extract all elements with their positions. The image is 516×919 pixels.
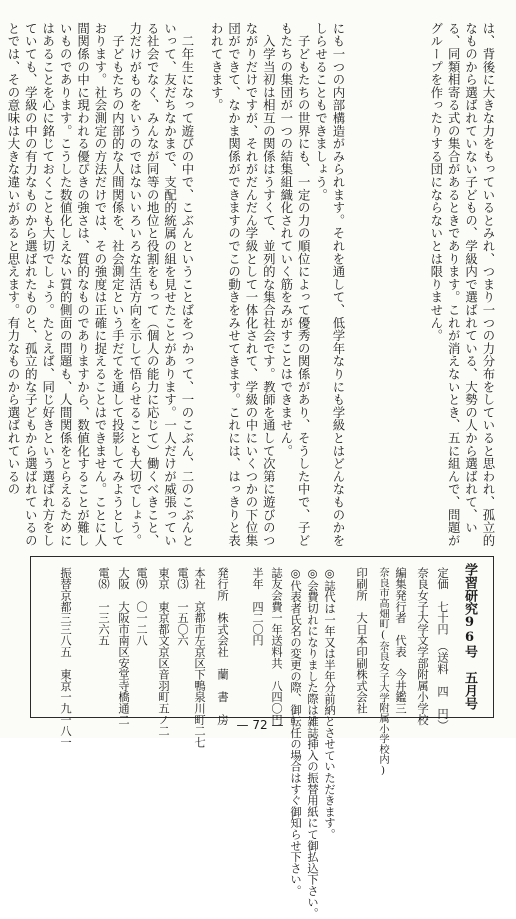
colophon-editor-org: 奈良女子大学文学部附属小学校 — [416, 567, 429, 726]
colophon-note-3: ◎代表者氏名の変更の際、御転任の場合はすぐ御知らせ下さい。 — [289, 567, 302, 897]
colophon-note-2: ◎会費切れになりました際は雑誌挿入の振替用紙にて御払込下さい。 — [306, 567, 319, 919]
colophon-editor-address: 奈良市高畑町(奈良女子大学附属小学校内) — [377, 567, 389, 777]
colophon-office-tokyo-tel: 電⑼ 〇一二八 — [135, 567, 148, 647]
colophon-office-osaka: 大阪 大阪市南区安堂寺橋通二 — [117, 567, 130, 726]
colophon-editor-line: 編集発行者 代表 今井鑑三 — [394, 567, 407, 714]
colophon-office-osaka-tel: 電⑻ 一三六五 — [97, 567, 110, 647]
colophon-price: 定価 七十円 （送料 四 円） — [436, 567, 449, 731]
colophon-fee: 誌友会費一年送料共 八四〇円 — [270, 567, 283, 726]
page-number: — 72 — — [236, 718, 284, 732]
article-column-left: 二年生になって遊びの中で、こぶんということばをつかって、一のこぶん、二のこぶんといって、友だちなかまで、支配的統属の組を見せたことがあります。一人だけが威張っている社会でなく、みんなが同等の地位と役割をもって（個人の能力に応じて）働くべきこと、力だけがものをいうのではないいろいろな生活方向を示して悟らせることも大切でしょう。 子どもたちの内部的な人間関係を、社会測定という手だてを通して投影してみようとしております。社会測定の方法だけでは、その強度は正確に捉えることはできません。ことに人間関係の中に現われる優ぴきの強さは、質的なものでありますから、数値化することが難しいものであります。こうした数値化しえない質的側面の問題も、人間関係をとらえるためにはあることを心に銘じておくことも大切でしょう。たとえば、同じ好きという選ばれ方をしていても、学級の中の有力なものから選ばれたものと、孤立的な子どもから選ばれているのとでは、その意味は大きな違いがあると思えます。有力なものから選ばれているの — [5, 22, 195, 547]
colophon-furikae: 振替京都三三八五 東京一九一八一 — [59, 567, 72, 748]
colophon-office-main-tel: 電⑶ 一五〇六 — [176, 567, 189, 647]
colophon-note-1: ◎誌代は一年又は半年分前納とさせていただきます。 — [323, 567, 336, 840]
colophon-print-line: 印刷所 大日本印刷株式会社 — [355, 567, 368, 714]
colophon-fee-half: 半年 四二〇円 — [251, 567, 264, 647]
article-column-middle: にも一つの内部構造がみられます。それを通して、低学年なりにも学級とはどんなものかをしらせることもできましょう。 子どもたちの世界にも、一定の力の順位によって優秀の関係があり、そうした中で、子どもたちの集団が一つの結集組織化されていく筋をみがすことはできません。 入学当初は相互の関係はうすくて、並列的な集合社会です。教師を通して次第に遊びのつながりだけですが、それがだんだん学級として一体化されて、学級の中にいくつかの下位集団ができて、なかま関係ができますのでこの動きをみせてきます。これには、はっきりと表われてきます。 — [209, 22, 346, 547]
colophon-office-tokyo: 東京 東京都文京区音羽町五ノ二 — [157, 567, 170, 737]
article-column-right: は、背後に大きな力をもっているとみれ、つまり一つの力分布をしていると思われ、孤立的なものから選ばれていない子どもの、学級内で選ばれている、大勢の人から選ばれて、いる、同類相寄る式の集合があるときであります。これが消えないとき、五に組んで、問題がグループを作ったりする団にならないとは限りません。 — [428, 22, 496, 547]
colophon-office-main: 本社 京都市左京区下鴨泉川町二七 — [193, 567, 206, 748]
colophon-title: 学習研究96号 五月号 — [462, 563, 477, 710]
colophon-publisher: 発行所 株式会社 蘭 書 房 — [216, 567, 229, 726]
